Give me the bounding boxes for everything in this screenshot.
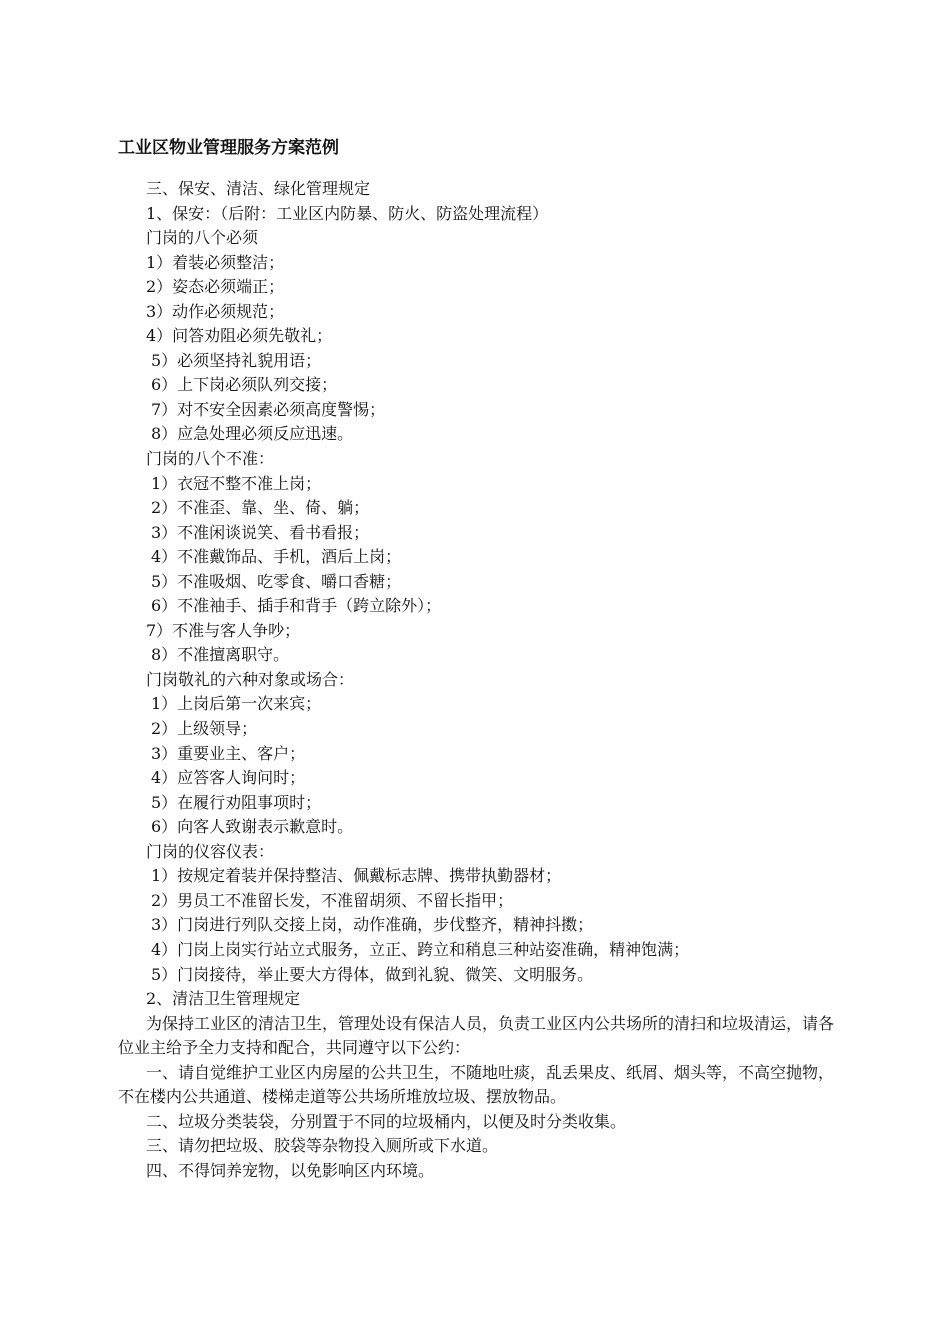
text-line: 5）不准吸烟、吃零食、嚼口香糖； bbox=[151, 571, 402, 591]
text-line: 2）男员工不准留长发，不准留胡须、不留长指甲； bbox=[151, 890, 514, 910]
text-paragraph: 四、不得饲养宠物，以免影响区内环境。 bbox=[146, 1160, 435, 1180]
text-line: 2）不准歪、靠、坐、倚、躺； bbox=[151, 498, 370, 518]
text-line: 门岗敬礼的六种对象或场合： bbox=[146, 669, 355, 689]
text-paragraph: 一、请自觉维护工业区内房屋的公共卫生，不随地吐痰，乱丢果皮、纸屑、烟头等，不高空抛物，不在楼内公共通道、楼梯走道等公共场所堆放垃圾、摆放物品。 bbox=[118, 1062, 835, 1107]
text-line: 1）按规定着装并保持整洁、佩戴标志牌、携带执勤器材； bbox=[151, 866, 562, 886]
text-line: 5）在履行劝阻事项时； bbox=[151, 792, 322, 812]
text-line: 6）上下岗必须队列交接； bbox=[151, 375, 338, 395]
text-paragraph: 二、垃圾分类装袋，分别置于不同的垃圾桶内，以便及时分类收集。 bbox=[146, 1111, 627, 1131]
text-paragraph: 三、请勿把垃圾、胶袋等杂物投入厕所或下水道。 bbox=[146, 1136, 499, 1156]
text-paragraph: 为保持工业区的清洁卫生，管理处设有保洁人员，负责工业区内公共场所的清扫和垃圾清运，请各位业主给予全力支持和配合，共同遵守以下公约： bbox=[118, 1013, 835, 1058]
text-line: 1）着装必须整洁； bbox=[146, 252, 285, 272]
text-line: 2）上级领导； bbox=[151, 719, 258, 739]
document-body bbox=[118, 177, 843, 1183]
text-line: 5）门岗接待，举止要大方得体，做到礼貌、微笑、文明服务。 bbox=[151, 964, 594, 984]
text-line: 4）问答劝阻必须先敬礼； bbox=[146, 326, 333, 346]
text-line: 门岗的仪容仪表： bbox=[146, 841, 275, 861]
text-line: 6）向客人致谢表示歉意时。 bbox=[151, 817, 354, 837]
text-line: 6）不准袖手、插手和背手（跨立除外）； bbox=[151, 596, 442, 616]
text-line: 1）衣冠不整不准上岗； bbox=[151, 473, 322, 493]
text-line: 4）应答客人询问时； bbox=[151, 768, 306, 788]
text-line: 1、保安：（后附：工业区内防暴、防火、防盗处理流程） bbox=[146, 203, 549, 223]
text-line: 2）姿态必须端正； bbox=[146, 277, 285, 297]
text-line: 3）不准闲谈说笑、看书看报； bbox=[151, 522, 370, 542]
text-line: 3）门岗进行列队交接上岗，动作准确，步伐整齐，精神抖擞； bbox=[151, 915, 594, 935]
text-line: 门岗的八个不准： bbox=[146, 449, 275, 469]
text-line: 4）不准戴饰品、手机，酒后上岗； bbox=[151, 547, 402, 567]
text-line: 5）必须坚持礼貌用语； bbox=[151, 350, 322, 370]
text-line: 3）动作必须规范； bbox=[146, 301, 285, 321]
text-line: 8）不准擅离职守。 bbox=[151, 645, 290, 665]
text-line: 1）上岗后第一次来宾； bbox=[151, 694, 322, 714]
text-line: 7）对不安全因素必须高度警惕； bbox=[151, 399, 386, 419]
text-line: 2、清洁卫生管理规定 bbox=[146, 989, 301, 1009]
text-line: 门岗的八个必须 bbox=[146, 228, 259, 248]
text-line: 8）应急处理必须反应迅速。 bbox=[151, 424, 354, 444]
text-line: 7）不准与客人争吵； bbox=[146, 620, 301, 640]
text-line: 三、保安、清洁、绿化管理规定 bbox=[146, 179, 371, 198]
text-line: 3）重要业主、客户； bbox=[151, 743, 306, 763]
document-title: 工业区物业管理服务方案范例 bbox=[118, 138, 339, 158]
text-line: 4）门岗上岗实行站立式服务，立正、跨立和稍息三种站姿准确，精神饱满； bbox=[151, 939, 690, 959]
